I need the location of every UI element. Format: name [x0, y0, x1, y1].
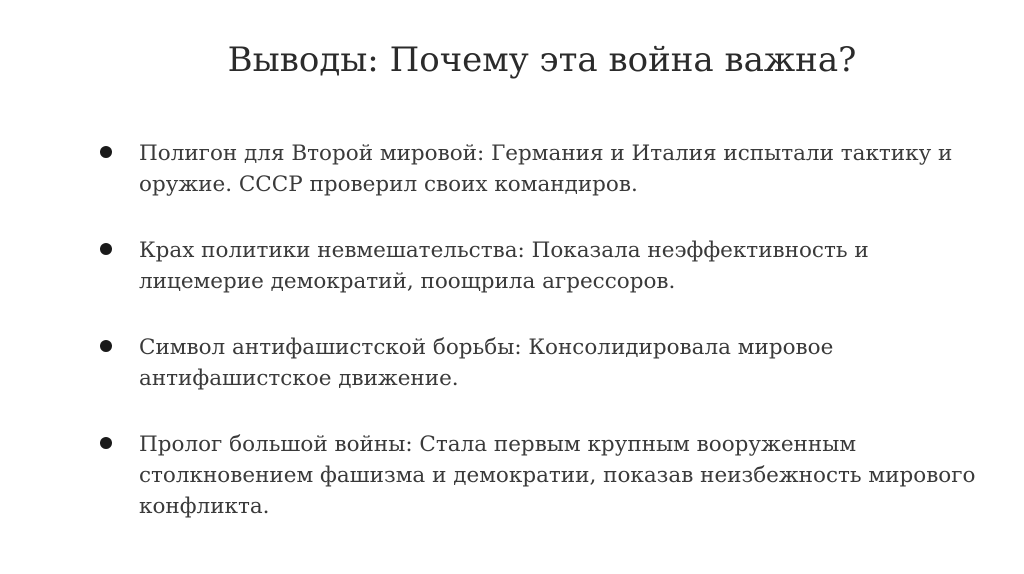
bullet-text: Символ антифашистской борьбы: Консолидировала мировое антифашистское движение.: [139, 335, 834, 391]
bullet-dot-icon: [100, 437, 112, 449]
bullet-list: [96, 138, 976, 557]
bullet-text: Крах политики невмешательства: Показала неэффективность и лицемерие демократий, поощрила агрессоров.: [139, 238, 869, 294]
bullet-dot-icon: [100, 243, 112, 255]
bullet-text: Полигон для Второй мировой: Германия и Италия испытали тактику и оружие. СССР проверил своих командиров.: [139, 141, 953, 197]
bullet-text: Пролог большой войны: Стала первым крупным вооруженным столкновением фашизма и демократии, показав неизбежность мирового конфликта.: [139, 432, 976, 519]
bullet-dot-icon: [100, 340, 112, 352]
slide-title: Выводы: Почему эта война важна?: [227, 40, 857, 80]
list-item: [96, 429, 976, 522]
list-item: [96, 332, 976, 394]
list-item: [96, 235, 976, 297]
list-item: [96, 138, 976, 200]
bullet-dot-icon: [100, 146, 112, 158]
